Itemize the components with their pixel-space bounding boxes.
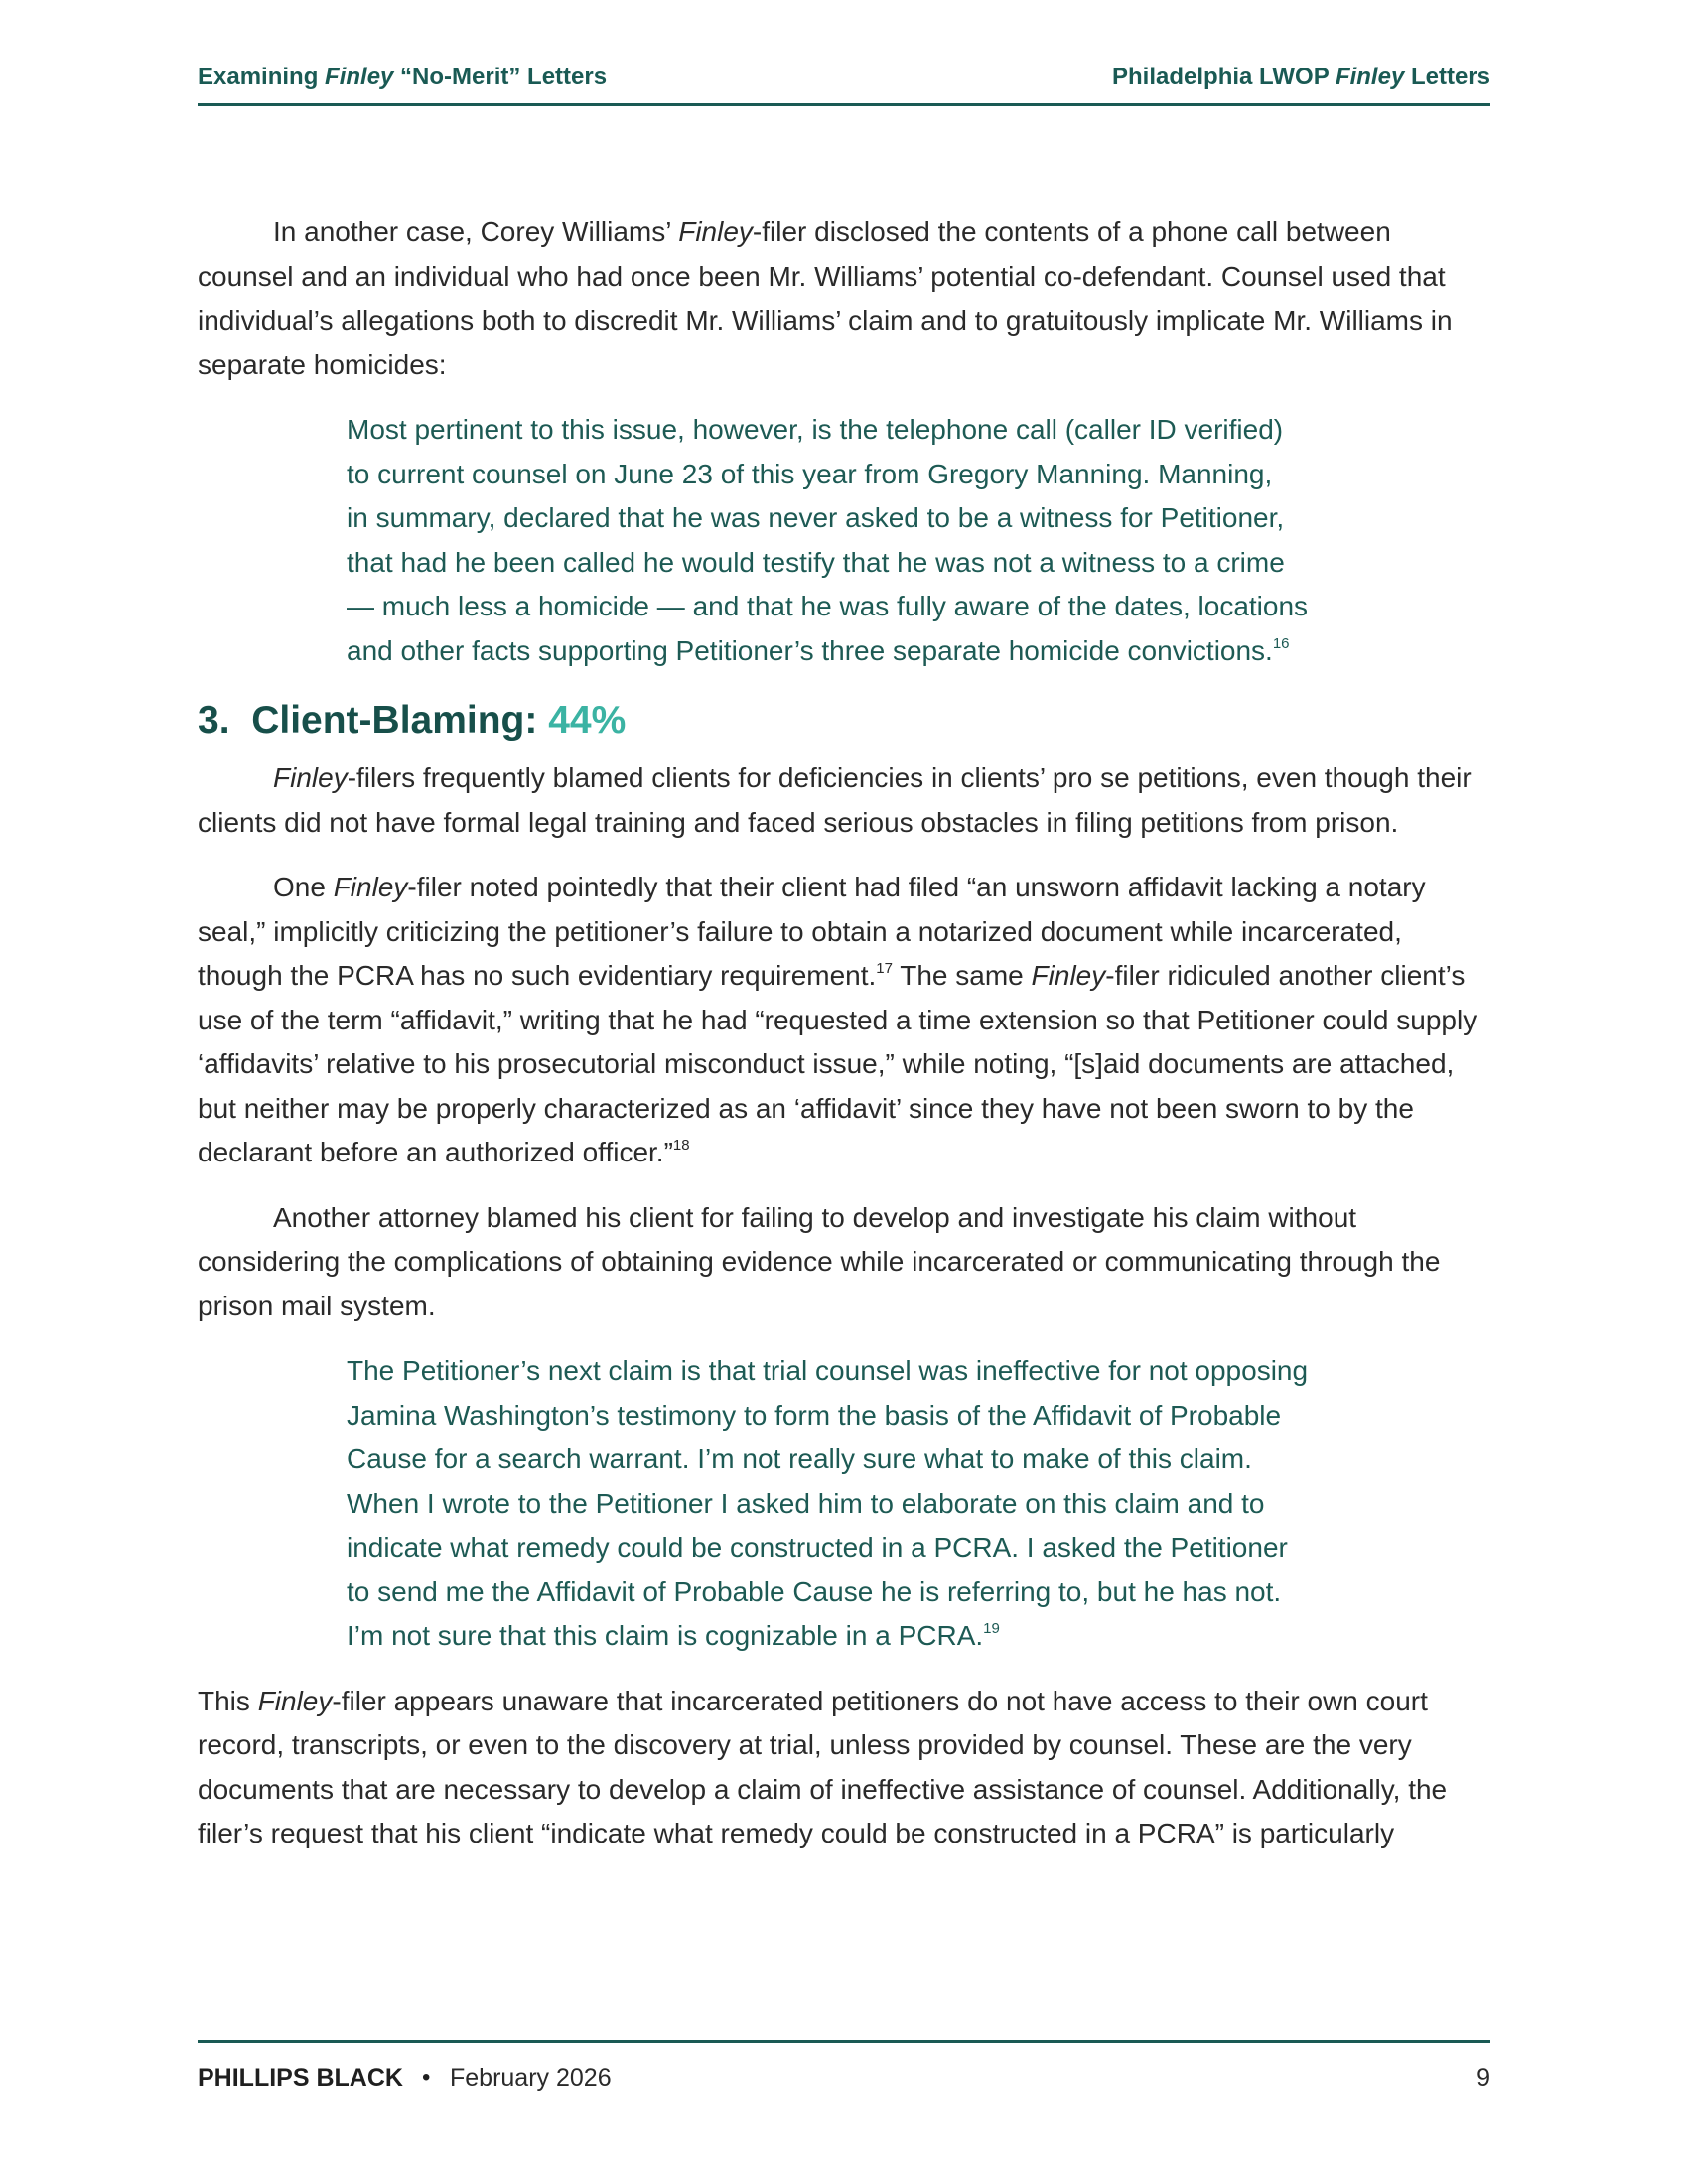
footer-date: February 2026 bbox=[450, 2064, 612, 2092]
quote-line: Jamina Washington’s testimony to form the basis of the Affidavit of Probable bbox=[347, 1399, 1282, 1431]
quote-line: and other facts supporting Petitioner’s three separate homicide convictions.$^{16}$ bbox=[347, 634, 1290, 666]
footer-organization: PHILLIPS BLACK bbox=[198, 2064, 403, 2092]
paragraph-affidavit: One Finley-filer noted pointedly that their client had filed “an unsworn affidavit lacking a notary seal,” implicitly criticizing the petitioner’s failure to obtain a notarized document while incarcerated, though the PCRA has no such evidentiary requirement.$^{17}$ The same Finley-filer ridiculed another client’s use of the term “affidavit,” writing that he had “requested a time extension so that Petitioner could supply ‘affidavits’ relative to his prosecutorial misconduct issue,” while noting, “[s]aid documents are attached, but neither may be properly characterized as an ‘affidavit’ since they have not been sworn to by the declarant before an authorized officer.”$^{18}$ bbox=[198, 872, 1477, 1167]
page-footer bbox=[198, 2040, 1490, 2103]
block-quote-manning bbox=[198, 408, 1349, 673]
footnote-ref-16[interactable]: 16 bbox=[1272, 634, 1290, 652]
header-left-title: Examining Finley “No-Merit” Letters bbox=[198, 64, 608, 90]
quote-line: indicate what remedy could be constructed in a PCRA. I asked the Petitioner bbox=[347, 1532, 1288, 1563]
quote-line: to send me the Affidavit of Probable Cause he is referring to, but he has not. bbox=[347, 1575, 1282, 1607]
quote-line: I’m not sure that this claim is cognizable in a PCRA.$^{19}$ bbox=[347, 1620, 1000, 1651]
quote-line: When I wrote to the Petitioner I asked him to elaborate on this claim and to bbox=[347, 1487, 1265, 1519]
quote-line: that had he been called he would testify that he was not a witness to a crime bbox=[347, 546, 1285, 578]
page-number: 9 bbox=[1477, 2064, 1490, 2092]
page-body bbox=[198, 210, 1490, 1856]
footnote-ref-17[interactable]: 17 bbox=[876, 960, 893, 977]
footer-bullet: • bbox=[422, 2064, 431, 2091]
quote-line: Cause for a search warrant. I’m not really sure what to make of this claim. bbox=[347, 1443, 1252, 1474]
quote-line: Most pertinent to this issue, however, is the telephone call (caller ID verified) bbox=[347, 414, 1284, 445]
quote-line: — much less a homicide — and that he was fully aware of the dates, locations bbox=[347, 591, 1309, 621]
section-percent: 44% bbox=[548, 699, 627, 742]
paragraph-unaware: This Finley-filer appears unaware that incarcerated petitioners do not have access to their own court record, transcripts, or even to the discovery at trial, unless provided by counsel. These are the very documents that are necessary to develop a claim of ineffective assistance of counsel. Additionally, the filer’s request that his client “indicate what remedy could be constructed in a PCRA” is particularly bbox=[198, 1685, 1448, 1848]
block-quote-petitioner-claim bbox=[198, 1349, 1349, 1659]
quote-line: to current counsel on June 23 of this year from Gregory Manning. Manning, bbox=[347, 458, 1273, 489]
quote-line: in summary, declared that he was never asked to be a witness for Petitioner, bbox=[347, 502, 1285, 533]
section-heading: 3. Client-Blaming: 44% bbox=[198, 699, 627, 742]
paragraph-another-attorney: Another attorney blamed his client for failing to develop and investigate his claim without considering the complications of obtaining evidence while incarcerated or communicating through the prison mail system. bbox=[198, 1201, 1441, 1321]
footnote-ref-18[interactable]: 18 bbox=[672, 1137, 690, 1154]
header-right-title: Philadelphia LWOP Finley Letters bbox=[1112, 64, 1490, 90]
quote-line: The Petitioner’s next claim is that trial counsel was ineffective for not opposing bbox=[347, 1355, 1309, 1386]
paragraph-corey-williams: In another case, Corey Williams’ Finley-filer disclosed the contents of a phone call between counsel and an individual who had once been Mr. Williams’ potential co-defendant. Counsel used that individual’s allegations both to discredit Mr. Williams’ claim and to gratuitously implicate Mr. Williams in separate homicides: bbox=[198, 216, 1453, 380]
paragraph-finley-filers: Finley-filers frequently blamed clients for deficiencies in clients’ pro se petitions, even though their clients did not have formal legal training and faced serious obstacles in filing petitions from prison. bbox=[198, 762, 1472, 838]
running-header bbox=[198, 62, 1490, 106]
footnote-ref-19[interactable]: 19 bbox=[983, 1620, 1000, 1637]
